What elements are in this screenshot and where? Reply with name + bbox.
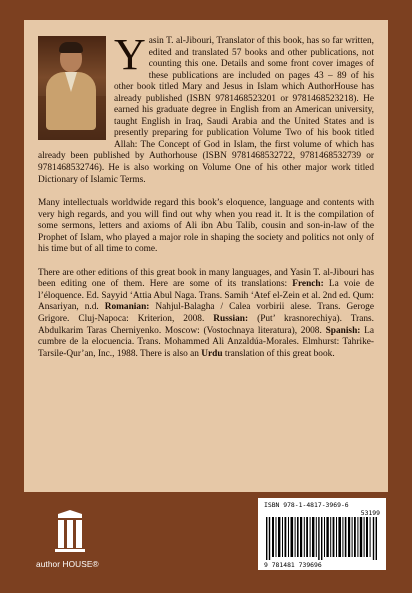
- author-photo: [38, 36, 106, 140]
- isbn-text: ISBN 978-1-4817-3969-6: [264, 501, 349, 509]
- translations-paragraph: There are other editions of this great book in many languages, and Yasin T. al-Jibouri has been editing one of them. Here are some of its translations: French: La voie de l’éloquence. Ed. Sayyid ‘Attia Abul Naga. Trans. Samih ‘Atef el-Zein et al. 2nd ed. Qum: Ansariyan, n.d. Romanian: Nahjul-Balagha / Calea vorbirii alese. Trans. Geroge Grigore. Cluj-Napoca: Kriterion, 2008. Russian: (Put’ krasnorechiya). Trans. Abdulkarim Taras Cherniyenko. Moscow: (Vostochnaya literatura), 2008. Spanish: La cumbre de la elocuencia. Trans. Mohammed Ali Anzaldúa-Morales. Elmhurst: Tahrike-Tarsile-Qur’an, Inc., 1988. There is also an Urdu translation of this great book.: [38, 267, 375, 359]
- book-description: Many intellectuals worldwide regard this book’s eloquence, language and contents with very high regards, and you will find out why when you read it. It is the compilation of some sermons, letters and axioms of Ali ibn Abu Talib, cousin and son-in-law of the Prophet of Islam, who played a major role in shaping the society and politics not only of his time but of all time to come.: [38, 198, 374, 255]
- french-label: French:: [292, 279, 324, 290]
- bio-text: asin T. al-Jibouri, Translator of this book, has so far written, edited and translated 57 books and other publications, not counting this one. Details and some front cover images of these publications are included on pages 43 – 89 of his other book titled Mary and Jesus in Islam which AuthorHouse has already published (ISBN 9781468523201 or 9781468523218). He earned his graduate degree in English from an American university, taught English in Iraq, Saudi Arabia and the United States and is presently preparing for publication Volume Two of his book titled Allah: The Concept of God in Islam, the first volume of which has already been published by Authorhouse (ISBN 9781468532722, 9781468532739 or 9781468532746). He is also working on Volume One of his other major work titled Dictionary of Islamic Terms.: [38, 36, 374, 185]
- urdu-label: Urdu: [201, 348, 223, 359]
- russian-label: Russian:: [213, 314, 249, 325]
- romanian-label: Romanian:: [104, 302, 150, 313]
- isbn-barcode: [258, 498, 386, 570]
- text-panel: [24, 20, 388, 492]
- barcode-number: 9 781481 739696: [264, 561, 322, 569]
- price-code: 53199: [360, 509, 380, 517]
- publisher-name: author HOUSE®: [36, 559, 99, 569]
- spanish-label: Spanish:: [325, 325, 361, 336]
- barcode-bars-icon: [266, 517, 378, 560]
- drop-cap: Y: [114, 30, 146, 79]
